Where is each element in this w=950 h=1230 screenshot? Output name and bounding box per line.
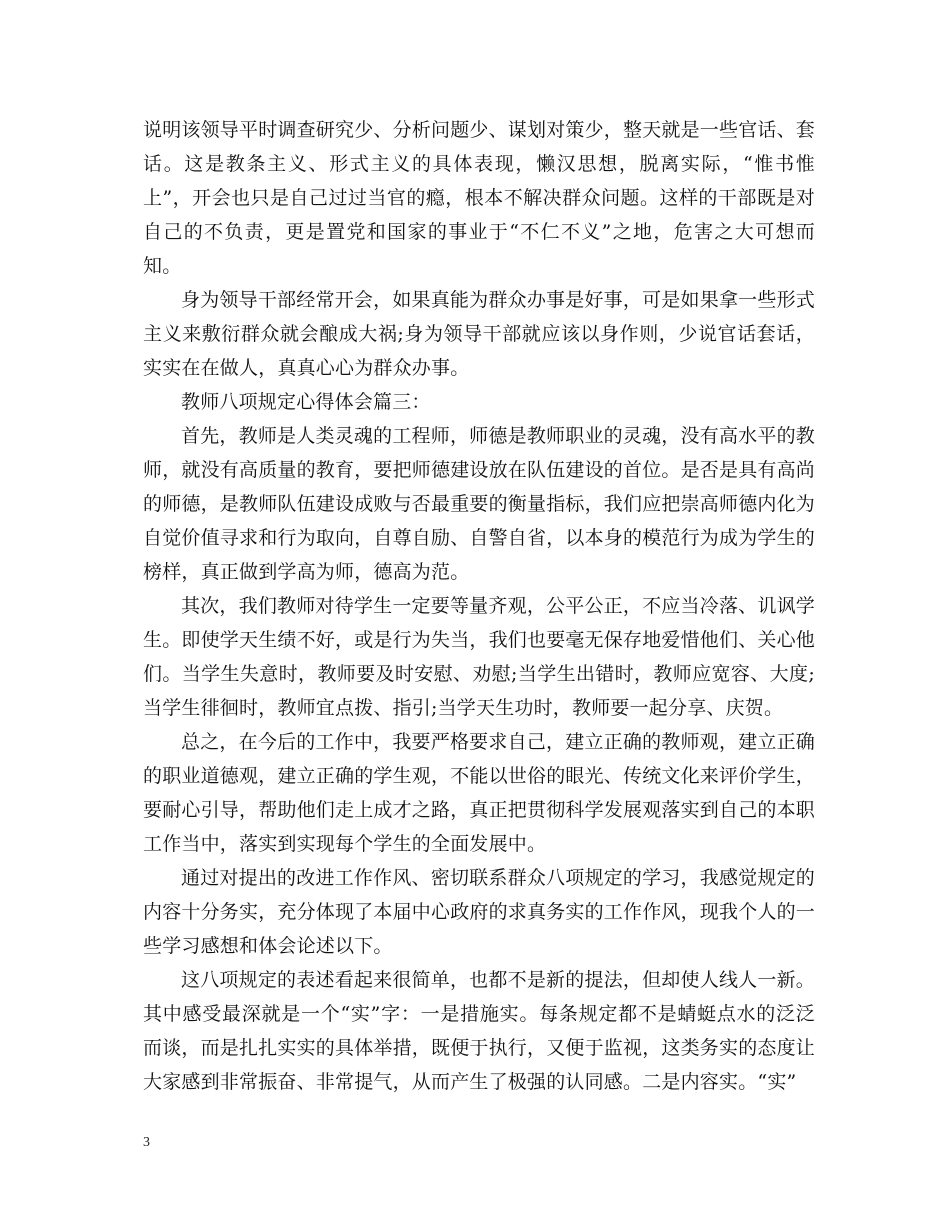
paragraph: 身为领导干部经常开会，如果真能为群众办事是好事，可是如果拿一些形式主义来敷衍群众就会酿成大祸;身为领导干部就应该以身作则，少说官话套话，实实在在做人，真真心心为群众办事。 [143,289,815,379]
paragraph-continued: 说明该领导平时调查研究少、分析问题少、谋划对策少，整天就是一些官话、套话。这是教条主义、形式主义的具体表现，懒汉思想，脱离实际，“惟书惟上”，开会也只是自己过过当官的瘾，根本不解决群众问题。这样的干部既是对自己的不负责，更是置党和国家的事业于“不仁不义”之地，危害之大可想而知。 [143,119,816,277]
paragraph: 其次，我们教师对待学生一定要等量齐观，公平公正，不应当冷落、讥讽学生。即使学天生绩不好，或是行为失当，我们也要毫无保存地爱惜他们、关心他们。当学生失意时，教师要及时安慰、劝慰;当学生出错时，教师应宽容、大度;当学生徘徊时，教师宜点拨、指引;当学天生功时，教师要一起分享、庆贺。 [143,595,816,719]
paragraph: 总之，在今后的工作中，我要严格要求自己，建立正确的教师观，建立正确的职业道德观，建立正确的学生观，不能以世俗的眼光、传统文化来评价学生，要耐心引导，帮助他们走上成才之路，真正把贯彻科学发展观落实到自己的本职工作当中，落实到实现每个学生的全面发展中。 [143,731,816,855]
paragraph: 这八项规定的表述看起来很简单，也都不是新的提法，但却使人线人一新。其中感受最深就是一个“实”字：一是措施实。每条规定都不是蜻蜓点水的泛泛而谈，而是扎扎实实的具体举措，既便于执行，又便于监视，这类务实的态度让大家感到非常振奋、非常提气，从而产生了极强的认同感。二是内容实。“实” [143,969,816,1093]
page-number: 3 [143,1135,150,1150]
paragraph: 首先，教师是人类灵魂的工程师，师德是教师职业的灵魂，没有高水平的教师，就没有高质量的教育，要把师德建设放在队伍建设的首位。是否是具有高尚的师德，是教师队伍建设成败与否最重要的衡量指标，我们应把崇高师德内化为自觉价值寻求和行为取向，自尊自励、自警自省，以本身的模范行为成为学生的榜样，真正做到学高为师，德高为范。 [143,425,816,583]
section-heading: 教师八项规定心得体会篇三： [181,391,431,413]
document-body [143,113,815,1099]
paragraph: 通过对提出的改进工作作风、密切联系群众八项规定的学习，我感觉规定的内容十分务实，充分体现了本届中心政府的求真务实的工作作风，现我个人的一些学习感想和体会论述以下。 [143,867,816,957]
